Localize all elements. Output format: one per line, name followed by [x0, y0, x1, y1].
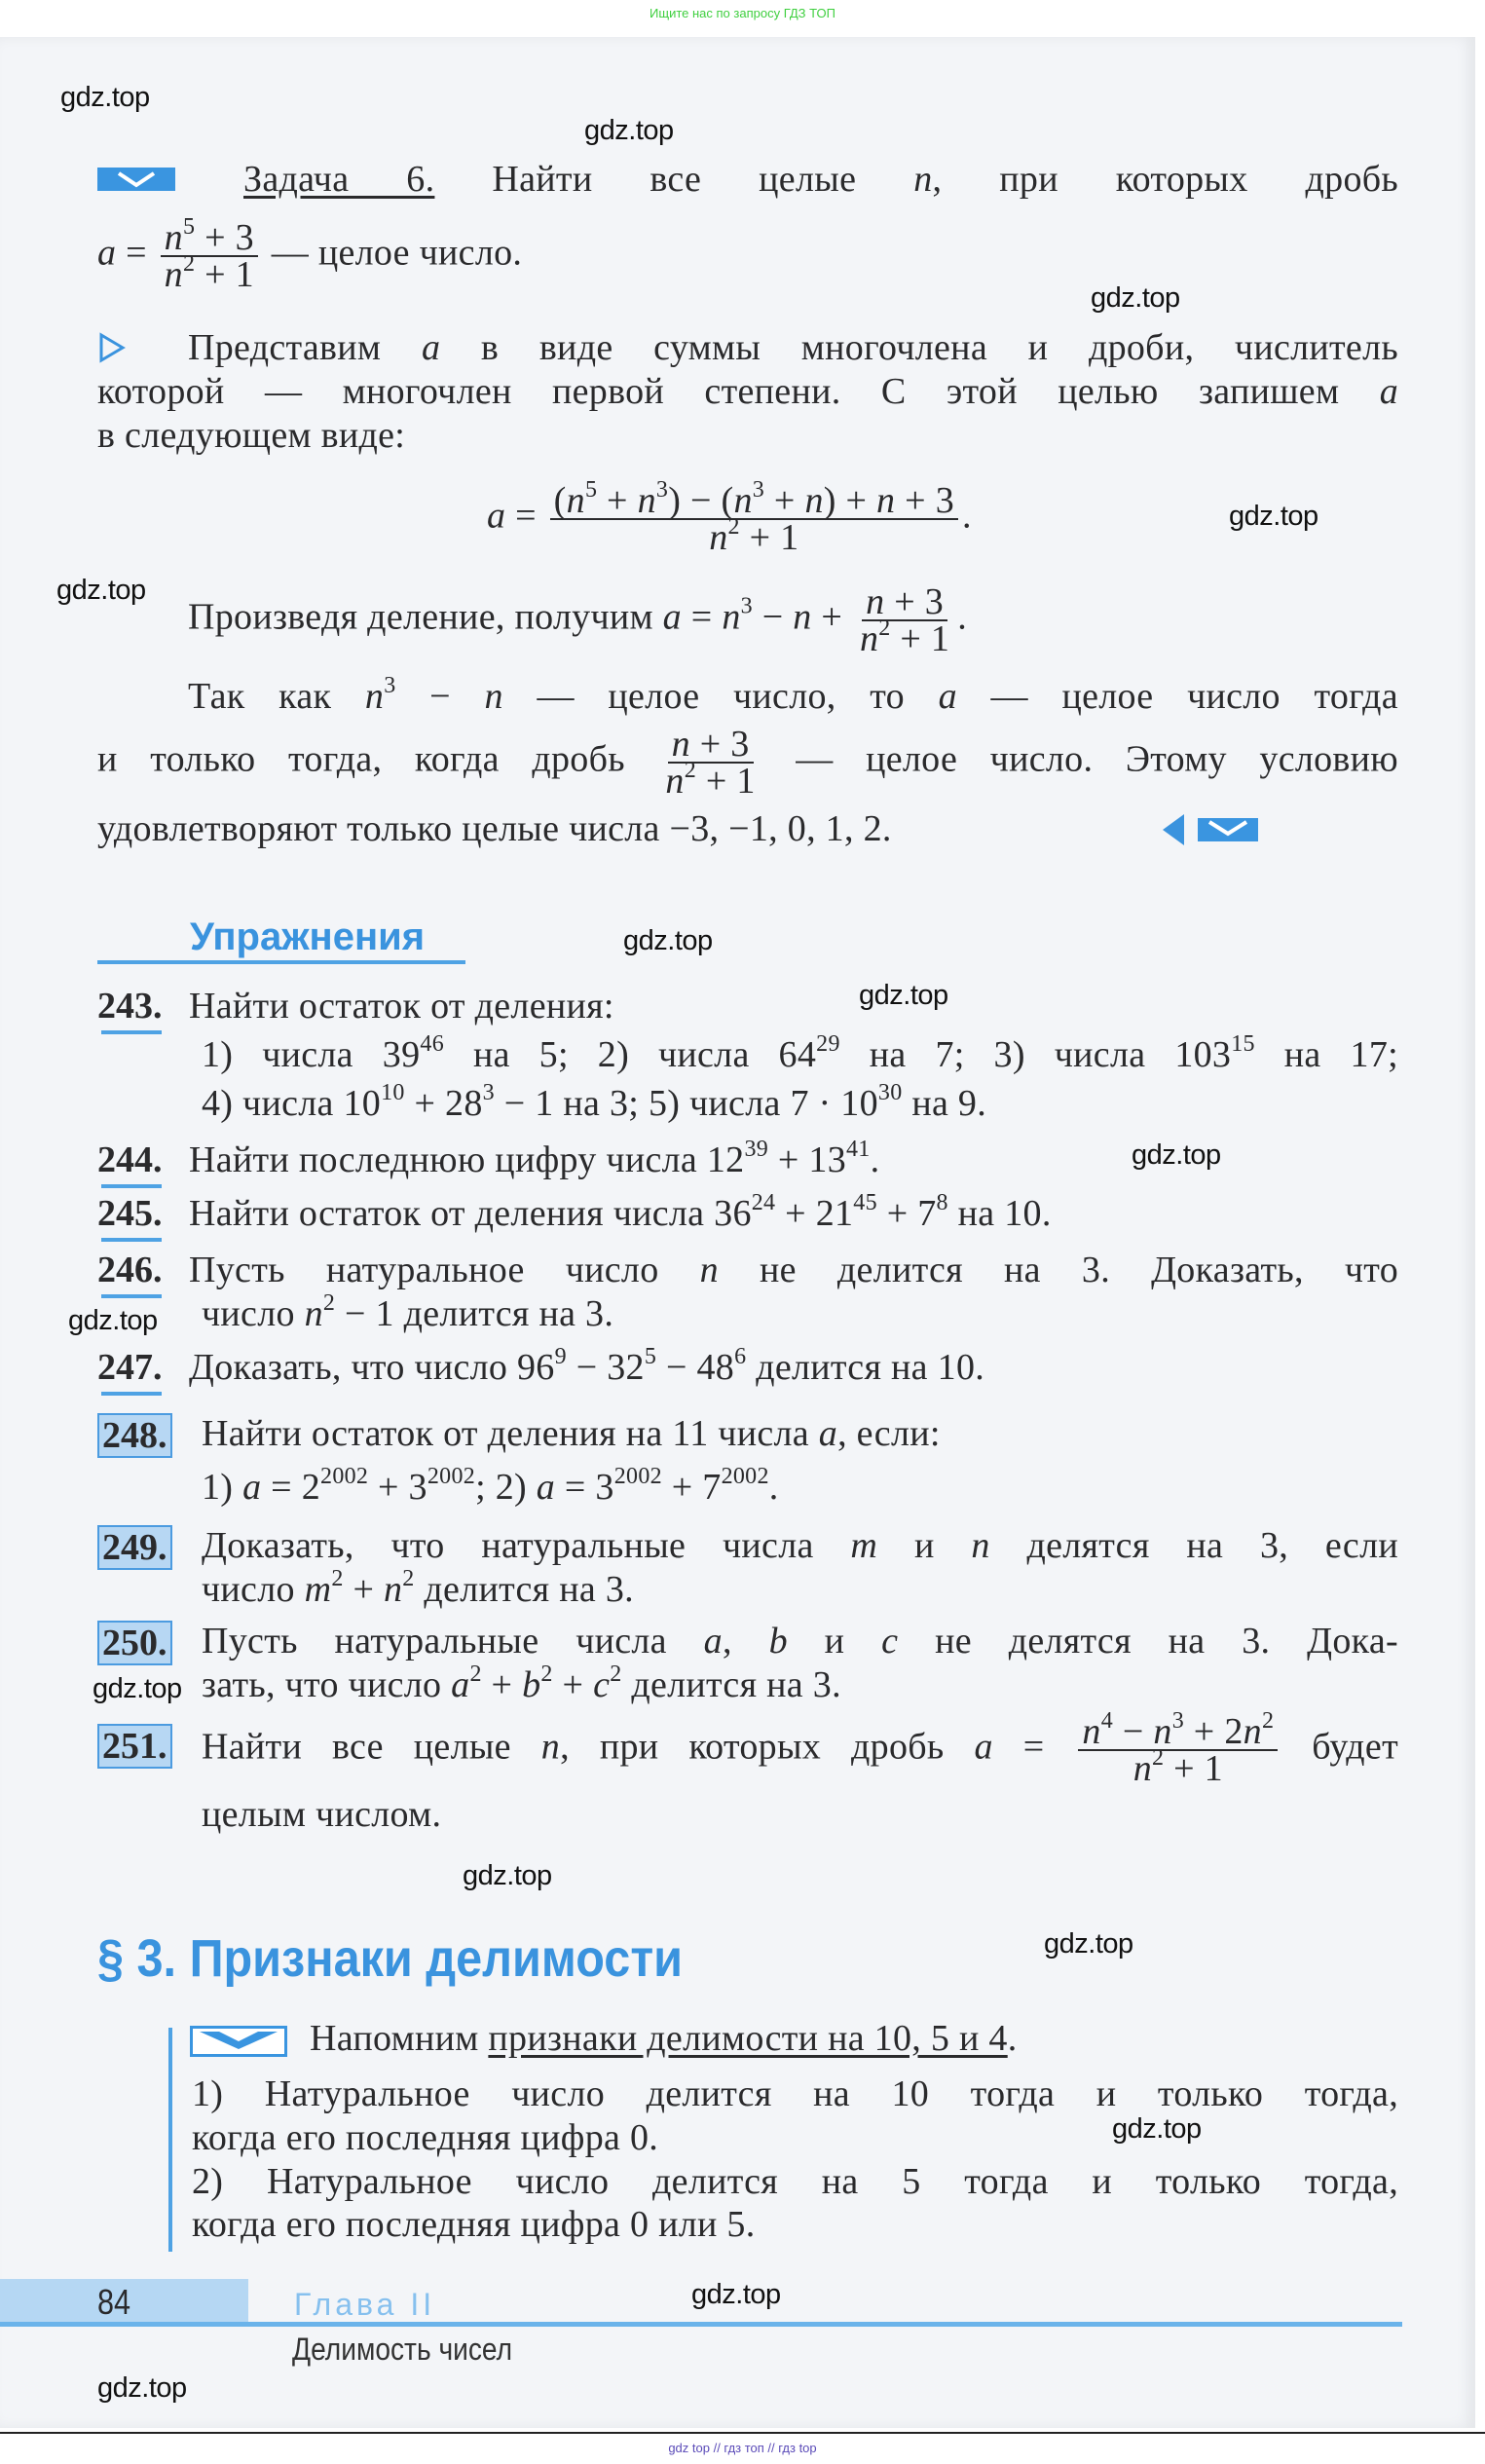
math-variable: n [699, 1250, 719, 1290]
text-run: + 2 [1184, 1711, 1244, 1752]
math-variable: a [662, 596, 682, 638]
text-run: + 1 [696, 761, 756, 802]
exponent: 46 [420, 1031, 444, 1057]
solution-line [97, 369, 1398, 414]
section-title: § 3. Признаки делимости [97, 1929, 684, 1988]
math-variable: n [876, 480, 896, 521]
rule-line [192, 2115, 658, 2160]
text-run: . [870, 1139, 880, 1180]
text-run: будет [1281, 1726, 1398, 1768]
text-run: — целое число. Этому условию [762, 738, 1398, 780]
exercise-text [202, 1523, 1398, 1568]
text-run: — целое число, то [502, 676, 939, 717]
watermark: gdz.top [1091, 282, 1180, 314]
math-variable: m [850, 1525, 878, 1566]
text-run: + 28 [404, 1083, 483, 1124]
exponent: 2 [331, 1566, 344, 1591]
exponent: 5 [644, 1344, 657, 1369]
exercise-number-boxed: 248. [97, 1413, 172, 1458]
text-run: + 13 [768, 1139, 846, 1180]
exponent: 6 [734, 1344, 747, 1369]
watermark: gdz.top [463, 1860, 552, 1891]
text-run: Найти остаток от деления числа 36 [189, 1193, 752, 1234]
math-variable: a [818, 1413, 838, 1454]
reminder-intro [310, 2016, 1018, 2061]
denominator [705, 514, 802, 558]
exponent: 3 [384, 673, 396, 698]
exponent: 8 [936, 1190, 948, 1215]
exponent: 5 [584, 477, 598, 503]
exercise-number-text: 244. [97, 1139, 163, 1180]
exponent: 2 [182, 251, 196, 277]
math-variable: a [703, 1621, 723, 1661]
math-variable: c [593, 1664, 611, 1705]
exercise-text [189, 1191, 1052, 1236]
text-run: Напомним [310, 2018, 489, 2059]
exponent: 2002 [320, 1464, 369, 1489]
watermark: gdz.top [1132, 1139, 1221, 1171]
exercise-text [189, 984, 614, 1028]
math-variable: a [1379, 371, 1398, 412]
watermark: gdz.top [93, 1673, 182, 1704]
text-run: − 1 на 3; 5) числа 7 · 10 [494, 1083, 878, 1124]
fraction [161, 214, 258, 295]
text-run: − [395, 676, 485, 717]
math-variable: a [421, 327, 441, 368]
text-run: делятся на 3, если [989, 1525, 1399, 1566]
text-run: , [722, 1621, 769, 1661]
exercise-number-boxed: 251. [97, 1724, 172, 1769]
watermark: gdz.top [56, 575, 146, 606]
exponent: 2 [878, 616, 891, 641]
text-run: число [202, 1569, 305, 1610]
text-run: − [1113, 1711, 1154, 1752]
numerator [668, 724, 754, 765]
task-marker-icon [97, 168, 175, 191]
math-variable: a [451, 1664, 470, 1705]
watermark: gdz.top [1044, 1928, 1133, 1960]
exercise-number [97, 1138, 163, 1182]
text-run: = 3 [555, 1467, 614, 1508]
math-variable: b [768, 1621, 788, 1661]
exponent: 2002 [427, 1464, 476, 1489]
text-run: 1) Натуральное число делится на 10 тогда и только тогда, [192, 2073, 1398, 2114]
text-run: — целое число. [261, 232, 523, 274]
text-run: + [552, 1664, 594, 1705]
text-run: + 3 [689, 724, 750, 765]
exercise-text [202, 1567, 634, 1612]
math-variable: n [484, 676, 503, 717]
text-run: целым числом. [202, 1794, 442, 1835]
text-run: Найти все целые [434, 159, 914, 200]
text-run: и [877, 1525, 972, 1566]
bottom-divider [0, 2432, 1485, 2434]
text-run: Доказать, что число 96 [189, 1347, 555, 1388]
text-run: Пусть натуральное число [189, 1250, 700, 1290]
exercise-number-boxed: 249. [97, 1525, 172, 1570]
math-variable: n [566, 480, 585, 521]
text-run: . [1007, 2018, 1018, 2059]
numerator [1078, 1708, 1278, 1752]
text-run: + 1 [890, 618, 950, 659]
watermark: gdz.top [68, 1305, 158, 1336]
text-run: + [811, 596, 852, 638]
watermark: gdz.top [623, 925, 713, 956]
math-variable: m [304, 1569, 332, 1610]
denominator [161, 251, 258, 295]
text-run: − 32 [566, 1347, 645, 1388]
math-variable: n [971, 1525, 990, 1566]
heading-underline [97, 960, 465, 964]
text-run: Произведя деление, получим [188, 596, 663, 638]
text-run: удовлетворяют только целые числа −3, −1, 0, 1, 2. [97, 808, 892, 849]
text-run: = [116, 232, 157, 274]
math-variable: a [242, 1467, 262, 1508]
exponent: 2 [469, 1661, 482, 1687]
exponent: 10 [381, 1080, 405, 1105]
exercise-text [202, 1291, 613, 1336]
number-underline [101, 1238, 162, 1242]
text-run: на 9. [902, 1083, 987, 1124]
exponent: 2 [322, 1290, 336, 1316]
reminder-sidebar-line [168, 2028, 172, 2252]
text-run: + 3 [884, 581, 945, 622]
text-run: , при которых дробь [560, 1726, 975, 1768]
exercise-text [202, 1081, 986, 1126]
text-run: — целое число тогда [956, 676, 1398, 717]
text-run: не делятся на 3. Дока- [898, 1621, 1398, 1661]
footer-rule [0, 2322, 1402, 2327]
solution-line [97, 724, 1398, 802]
fraction [856, 581, 953, 659]
exponent: 15 [1231, 1031, 1255, 1057]
math-variable: n [1132, 1748, 1153, 1789]
text-run: + 3 [195, 217, 254, 258]
solution-formula [487, 477, 972, 558]
text-run: = [505, 495, 546, 537]
exponent: 3 [482, 1080, 495, 1105]
text-run: + [481, 1664, 523, 1705]
rule-line [192, 2072, 1398, 2116]
solution-line [188, 581, 968, 659]
math-variable: a [487, 495, 506, 537]
underlined-text: Задача 6. [243, 159, 435, 200]
exercise-text [202, 1411, 941, 1456]
number-underline [101, 1294, 162, 1298]
exponent: 39 [744, 1137, 769, 1162]
exercise-text [202, 1662, 841, 1707]
denominator [856, 616, 953, 659]
denominator [661, 758, 759, 802]
exponent: 4 [1100, 1708, 1114, 1734]
text-run: в следующем виде: [97, 415, 406, 456]
text-run: ( [553, 480, 567, 521]
watermark: gdz.top [97, 2372, 187, 2404]
math-variable: n [164, 217, 183, 258]
exponent: 29 [816, 1031, 840, 1057]
math-variable: a [938, 676, 957, 717]
math-variable: n [1243, 1711, 1262, 1752]
numerator [550, 477, 958, 521]
exercise-number-boxed: 250. [97, 1621, 172, 1665]
text-run: Найти все целые [202, 1726, 541, 1768]
text-run: + 1 [739, 517, 799, 558]
text-run: . [962, 495, 972, 537]
number-underline [101, 1392, 162, 1396]
fraction [661, 724, 759, 802]
watermark: gdz.top [1112, 2113, 1202, 2145]
exponent: 24 [751, 1190, 776, 1215]
exponent: 45 [853, 1190, 877, 1215]
number-underline [101, 1030, 162, 1034]
text-run: 4) числа 10 [202, 1083, 382, 1124]
exercise-text [189, 1248, 1398, 1292]
text-run: + [597, 480, 638, 521]
math-variable: c [881, 1621, 899, 1661]
text-run: + [764, 480, 805, 521]
exponent: 2 [1152, 1745, 1165, 1771]
text-run: + 21 [775, 1193, 854, 1234]
numerator [161, 214, 258, 258]
text-run: ; 2) [475, 1467, 537, 1508]
math-variable: n [1153, 1711, 1172, 1752]
math-variable: a [974, 1726, 993, 1768]
text-run: . [957, 596, 968, 638]
exercise-text [189, 1345, 984, 1390]
exercise-text [202, 1619, 1398, 1663]
text-run: Пусть натуральные числа [202, 1621, 704, 1661]
exercise-text [202, 1032, 1398, 1077]
exercise-number-text: 247. [97, 1347, 163, 1388]
text-run: и только тогда, когда дробь [97, 738, 658, 780]
math-variable: a [97, 232, 117, 274]
exponent: 30 [877, 1080, 903, 1105]
math-variable: n [383, 1569, 403, 1610]
math-variable: b [522, 1664, 541, 1705]
solution-start-icon [97, 331, 127, 369]
top-banner: Ищите нас по запросу ГДЗ ТОП [650, 6, 835, 20]
text-run: Так как [188, 676, 365, 717]
exponent: 3 [1171, 1708, 1184, 1734]
text-run: ) − ( [668, 480, 734, 521]
rule-line [192, 2202, 756, 2247]
math-variable: n [733, 480, 753, 521]
exercise-number-text: 245. [97, 1193, 163, 1234]
exponent: 3 [740, 593, 753, 619]
math-variable: n [671, 724, 690, 765]
watermark: gdz.top [859, 980, 948, 1011]
text-run: Представим [188, 327, 422, 368]
text-run: Найти последнюю цифру числа 12 [189, 1139, 745, 1180]
watermark: gdz.top [1229, 501, 1318, 532]
text-run: когда его последняя цифра 0. [192, 2117, 659, 2158]
math-variable: n [709, 517, 728, 558]
text-run: = [681, 596, 723, 638]
page-number: 84 [97, 2282, 131, 2322]
math-variable: n [364, 676, 385, 717]
exercise-number [97, 984, 163, 1028]
text-run: 1) числа 39 [202, 1034, 421, 1075]
text-run: которой — многочлен первой степени. С этой целью запишем [97, 371, 1380, 412]
text-run: = 2 [261, 1467, 321, 1508]
reminder-icon [190, 2026, 287, 2062]
watermark: gdz.top [60, 82, 150, 113]
math-variable: n [164, 254, 183, 295]
text-run: когда его последняя цифра 0 или 5. [192, 2204, 756, 2245]
math-variable: n [793, 596, 812, 638]
exponent: 2 [540, 1661, 553, 1687]
exponent: 3 [655, 477, 669, 503]
text-run: . [768, 1467, 779, 1508]
solution-line [188, 674, 1398, 719]
text-run: в виде суммы многочлена и дроби, числитель [440, 327, 1398, 368]
exercise-text [189, 1138, 879, 1182]
exponent: 3 [752, 477, 765, 503]
denominator [1130, 1745, 1227, 1789]
text-run: не делится на 3. Доказать, что [718, 1250, 1398, 1290]
math-variable: n [804, 480, 824, 521]
math-variable: n [722, 596, 741, 638]
exercise-text [202, 1465, 779, 1510]
task-6-statement [243, 157, 1398, 202]
text-run: Доказать, что натуральные числа [202, 1525, 851, 1566]
exercise-number-text: 243. [97, 986, 163, 1027]
exercises-heading: Упражнения [190, 915, 426, 958]
exponent: 2 [1261, 1708, 1275, 1734]
text-run: + 7 [876, 1193, 937, 1234]
math-variable: n [637, 480, 656, 521]
math-variable: n [866, 581, 885, 622]
text-run: 1) [202, 1467, 243, 1508]
text-run: + 3 [895, 480, 954, 521]
rule-line [192, 2159, 1398, 2204]
exponent: 41 [846, 1137, 871, 1162]
underlined-text: признаки делимости на 10, 5 и 4 [488, 2018, 1008, 2059]
math-variable: n [1082, 1711, 1101, 1752]
fraction [550, 477, 958, 558]
solution-end-icon [1159, 812, 1266, 852]
text-run: , если: [837, 1413, 941, 1454]
watermark: gdz.top [691, 2279, 781, 2310]
text-run: и [787, 1621, 882, 1661]
exponent: 2 [402, 1566, 415, 1591]
exercise-number [97, 1345, 163, 1390]
text-run: 2) Натуральное число делится на 5 тогда и только тогда, [192, 2161, 1398, 2202]
text-run: на 7; 3) числа 103 [839, 1034, 1232, 1075]
solution-line [97, 413, 405, 458]
exercise-number [97, 1248, 163, 1292]
number-underline [101, 1184, 162, 1188]
exercise-number-text: 246. [97, 1250, 163, 1290]
text-run: делится на 3. [621, 1664, 841, 1705]
text-run: на 17; [1254, 1034, 1398, 1075]
math-variable: n [304, 1293, 323, 1334]
exponent: 2002 [721, 1464, 769, 1489]
solution-line [188, 325, 1398, 370]
text-run: Найти остаток от деления: [189, 986, 614, 1027]
exercise-text [202, 1792, 441, 1837]
exponent: 2 [684, 758, 697, 783]
text-run: − [752, 596, 794, 638]
exponent: 5 [182, 214, 196, 240]
chapter-label: Глава II [294, 2287, 436, 2322]
exponent: 2002 [613, 1464, 662, 1489]
task-6-formula [97, 214, 523, 295]
text-run: + 3 [368, 1467, 427, 1508]
text-run: + 7 [661, 1467, 722, 1508]
exercise-text [202, 1708, 1398, 1789]
math-variable: a [536, 1467, 556, 1508]
exercise-number [97, 1191, 163, 1236]
exponent: 9 [554, 1344, 567, 1369]
math-variable: n [913, 159, 933, 200]
text-run: − 1 делится на 3. [335, 1293, 614, 1334]
text-run: , при которых дробь [932, 159, 1399, 200]
math-variable: n [665, 761, 685, 802]
text-run: делится на 10. [746, 1347, 985, 1388]
math-variable: n [859, 618, 879, 659]
text-run: = [992, 1726, 1075, 1768]
text-run: делится на 3. [414, 1569, 634, 1610]
chapter-title: Делимость чисел [292, 2332, 513, 2367]
text-run: на 5; 2) числа 64 [444, 1034, 817, 1075]
text-run: число [202, 1293, 305, 1334]
text-run: на 10. [947, 1193, 1052, 1234]
text-run: + [343, 1569, 384, 1610]
bottom-links: gdz top // гдз топ // гдз top [668, 2441, 817, 2455]
text-run: ) + [823, 480, 877, 521]
text-run: + 1 [1164, 1748, 1223, 1789]
text-run: + 1 [195, 254, 254, 295]
numerator [862, 581, 947, 622]
text-run: − 48 [656, 1347, 735, 1388]
exponent: 2 [610, 1661, 622, 1687]
math-variable: n [540, 1726, 561, 1768]
text-run: зать, что число [202, 1664, 452, 1705]
exponent: 2 [727, 514, 740, 540]
solution-line [97, 806, 892, 851]
text-run: Найти остаток от деления на 11 числа [202, 1413, 819, 1454]
fraction [1078, 1708, 1278, 1789]
watermark: gdz.top [584, 115, 674, 146]
